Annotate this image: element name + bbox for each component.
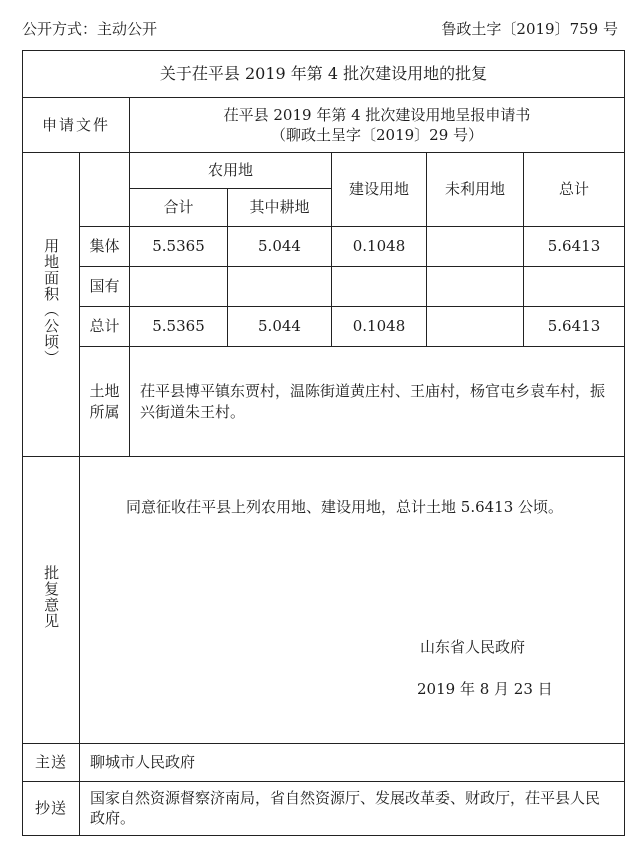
main-recipient-value: 聊城市人民政府 [80, 744, 625, 782]
cc-label: 抄送 [23, 782, 80, 836]
approval-table [22, 50, 625, 836]
arable-value: 5.044 [228, 307, 332, 347]
table-row [23, 307, 625, 347]
land-area-label-cell [23, 153, 80, 457]
approval-opinion [80, 457, 625, 744]
application-label: 申请文件 [23, 98, 130, 153]
construction-header: 建设用地 [332, 153, 427, 227]
sum-value: 5.6413 [524, 307, 625, 347]
land-owner-label-line-2: 所属 [89, 402, 120, 421]
row-label: 集体 [80, 227, 130, 267]
application-line-2: （聊政土呈字〔2019〕29 号） [270, 126, 484, 144]
agri-subtotal-header: 合计 [130, 189, 228, 227]
unused-header: 未利用地 [427, 153, 524, 227]
row-label: 国有 [80, 267, 130, 307]
sum-header: 总计 [524, 153, 625, 227]
application-document [130, 98, 625, 153]
application-line-1: 茌平县 2019 年第 4 批次建设用地呈报申请书 [223, 105, 531, 124]
agricultural-header: 农用地 [130, 153, 332, 189]
land-owner-label [80, 347, 130, 457]
approval-label: 批复意见 [42, 565, 61, 630]
row-label: 总计 [80, 307, 130, 347]
cc-value: 国家自然资源督察济南局，省自然资源厅、发展改革委、财政厅，茌平县人民政府。 [80, 782, 625, 836]
unused-value [427, 267, 524, 307]
land-owner-text: 茌平县博平镇东贾村，温陈街道黄庄村、王庙村，杨官屯乡袁车村，振兴街道朱王村。 [130, 347, 625, 457]
construction-value: 0.1048 [332, 307, 427, 347]
arable-value: 5.044 [228, 227, 332, 267]
construction-value: 0.1048 [332, 227, 427, 267]
unused-value [427, 227, 524, 267]
approval-date: 2019 年 8 月 23 日 [417, 680, 553, 698]
sum-value [524, 267, 625, 307]
sum-value: 5.6413 [524, 227, 625, 267]
table-row [23, 267, 625, 307]
agri-total-value: 5.5365 [130, 227, 228, 267]
agri-total-value: 5.5365 [130, 307, 228, 347]
blank-corner-cell [80, 153, 130, 227]
approval-body: 同意征收茌平县上列农用地、建设用地，总计土地 5.6413 公顷。 [126, 498, 564, 516]
unused-value [427, 307, 524, 347]
land-owner-label-line-1: 土地 [89, 382, 120, 401]
document-number: 鲁政土字〔2019〕759 号 [441, 20, 618, 38]
disclosure-method: 公开方式：主动公开 [22, 20, 158, 38]
document-title: 关于茌平县 2019 年第 4 批次建设用地的批复 [23, 51, 625, 98]
construction-value [332, 267, 427, 307]
approval-signer: 山东省人民政府 [420, 638, 526, 656]
main-recipient-label: 主送 [23, 744, 80, 782]
approval-label-cell [23, 457, 80, 744]
table-row [23, 227, 625, 267]
arable-value [228, 267, 332, 307]
land-area-label: 用地面积（公顷） [42, 237, 61, 366]
arable-header: 其中耕地 [228, 189, 332, 227]
agri-total-value [130, 267, 228, 307]
